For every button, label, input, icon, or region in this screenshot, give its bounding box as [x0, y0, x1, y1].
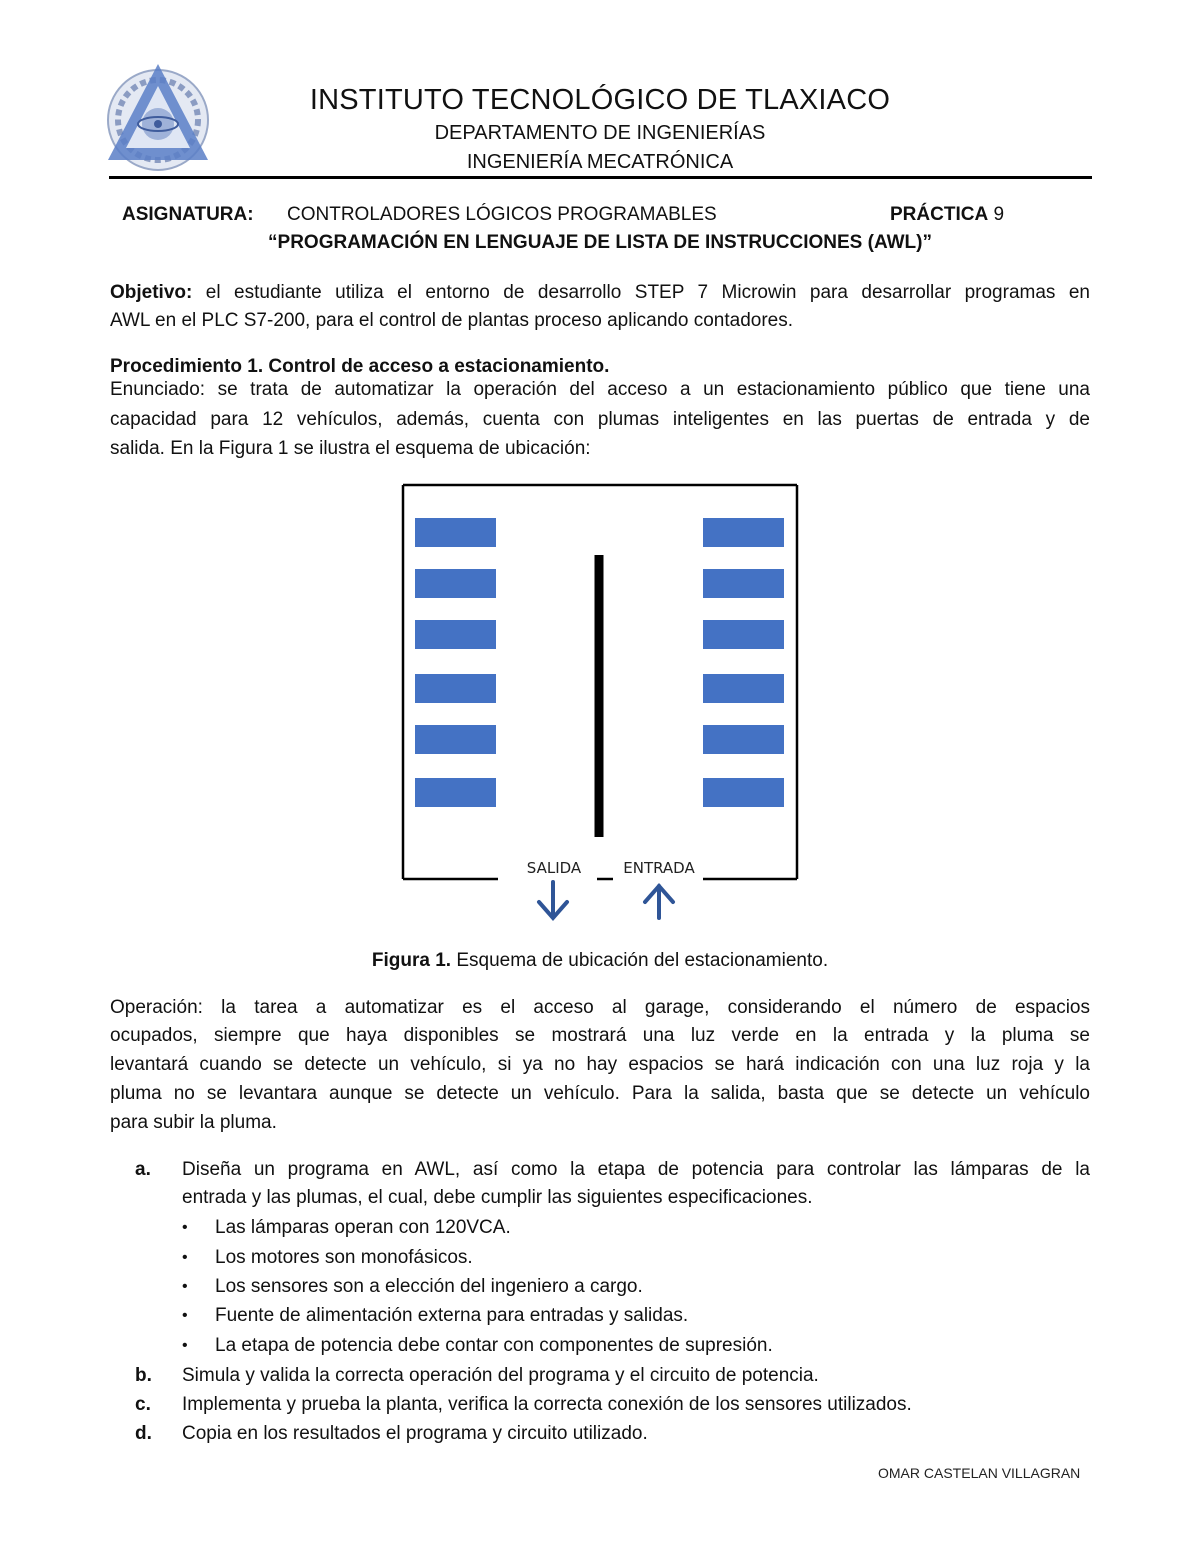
parking-slot: [415, 518, 496, 547]
exit-arrow-icon: [539, 882, 567, 918]
task-a-marker: a.: [135, 1159, 151, 1180]
parking-slot: [415, 569, 496, 598]
figure-caption: [0, 950, 1200, 972]
career-title: INGENIERÍA MECATRÓNICA: [466, 151, 734, 173]
task-c-marker: c.: [135, 1394, 151, 1415]
bullet-icon: •: [182, 1249, 188, 1266]
parking-slot: [415, 674, 496, 703]
parking-slot: [415, 778, 496, 807]
spec-item: Los motores son monofásicos.: [215, 1247, 473, 1268]
bullet-icon: •: [182, 1219, 188, 1236]
operation-line-4: pluma no se levantara aunque se detecte un vehículo. Para la salida, basta que se detecte un vehículo: [110, 1083, 1090, 1104]
task-a-line-1: Diseña un programa en AWL, así como la etapa de potencia para controlar las lámparas de la: [182, 1159, 1090, 1180]
procedure-heading: Procedimiento 1. Control de acceso a estacionamiento.: [110, 356, 610, 377]
subject-label: ASIGNATURA:: [122, 204, 254, 225]
caption-label: Figura 1.: [371, 950, 452, 971]
parking-slot: [703, 569, 784, 598]
entry-label: ENTRADA: [623, 859, 695, 877]
task-b-marker: b.: [135, 1365, 152, 1386]
parking-slot: [703, 620, 784, 649]
task-c-text: Implementa y prueba la planta, verifica la correcta conexión de los sensores utilizados.: [182, 1394, 912, 1415]
parking-slot: [415, 725, 496, 754]
task-a-line-2: entrada y las plumas, el cual, debe cumplir las siguientes especificaciones.: [182, 1187, 813, 1208]
operation-line-1: Operación: la tarea a automatizar es el acceso al garage, considerando el número de espacios: [110, 997, 1090, 1018]
parking-slot: [415, 620, 496, 649]
practice-label: PRÁCTICA: [890, 204, 989, 225]
caption-text: Esquema de ubicación del estacionamiento.: [451, 950, 829, 971]
practice-number: 9: [993, 204, 1005, 225]
operation-line-2: ocupados, siempre que haya disponibles se mostrará una luz verde en la entrada y la pluma se: [110, 1025, 1090, 1046]
practice-number-line: [890, 203, 1004, 227]
subject-name: CONTROLADORES LÓGICOS PROGRAMABLES: [287, 204, 717, 225]
objective-text-1: el estudiante utiliza el entorno de desarrollo STEP 7 Microwin para desarrollar programas en: [192, 282, 1090, 303]
statement-line-1: Enunciado: se trata de automatizar la operación del acceso a un estacionamiento público que tiene una: [110, 379, 1090, 400]
bullet-icon: •: [182, 1307, 188, 1324]
objective-label: Objetivo:: [110, 282, 193, 303]
task-d-text: Copia en los resultados el programa y circuito utilizado.: [182, 1423, 648, 1444]
institute-title: INSTITUTO TECNOLÓGICO DE TLAXIACO: [309, 84, 891, 116]
operation-line-5: para subir la pluma.: [110, 1112, 277, 1133]
spec-item: Fuente de alimentación externa para entradas y salidas.: [215, 1305, 689, 1326]
statement-line-2: capacidad para 12 vehículos, además, cuenta con plumas inteligentes en las puertas de entrada y de: [110, 409, 1090, 430]
parking-slot: [703, 674, 784, 703]
entry-arrow-icon: [645, 886, 673, 918]
parking-diagram: [398, 478, 802, 928]
spec-item: Las lámparas operan con 120VCA.: [215, 1217, 511, 1238]
bullet-icon: •: [182, 1337, 188, 1354]
task-b-text: Simula y valida la correcta operación del programa y el circuito de potencia.: [182, 1365, 819, 1386]
header-rule: [109, 176, 1092, 179]
department-title: DEPARTAMENTO DE INGENIERÍAS: [434, 122, 766, 144]
parking-slot: [703, 778, 784, 807]
exit-label: SALIDA: [526, 859, 582, 877]
objective-line-2: AWL en el PLC S7-200, para el control de plantas proceso aplicando contadores.: [110, 310, 794, 331]
bullet-icon: •: [182, 1278, 188, 1295]
operation-line-3: levantará cuando se detecte un vehículo, si ya no hay espacios se hará indicación con una luz roja y la: [110, 1054, 1090, 1075]
practice-title: “PROGRAMACIÓN EN LENGUAJE DE LISTA DE INSTRUCCIONES (AWL)”: [268, 232, 932, 253]
spec-item: La etapa de potencia debe contar con componentes de supresión.: [215, 1335, 773, 1356]
parking-slot: [703, 518, 784, 547]
parking-slot: [703, 725, 784, 754]
task-d-marker: d.: [135, 1423, 152, 1444]
statement-line-3: salida. En la Figura 1 se ilustra el esquema de ubicación:: [110, 438, 591, 459]
spec-item: Los sensores son a elección del ingeniero a cargo.: [215, 1276, 643, 1297]
objective-line-1: [110, 281, 1090, 305]
footer-author: OMAR CASTELAN VILLAGRAN: [878, 1465, 1081, 1481]
